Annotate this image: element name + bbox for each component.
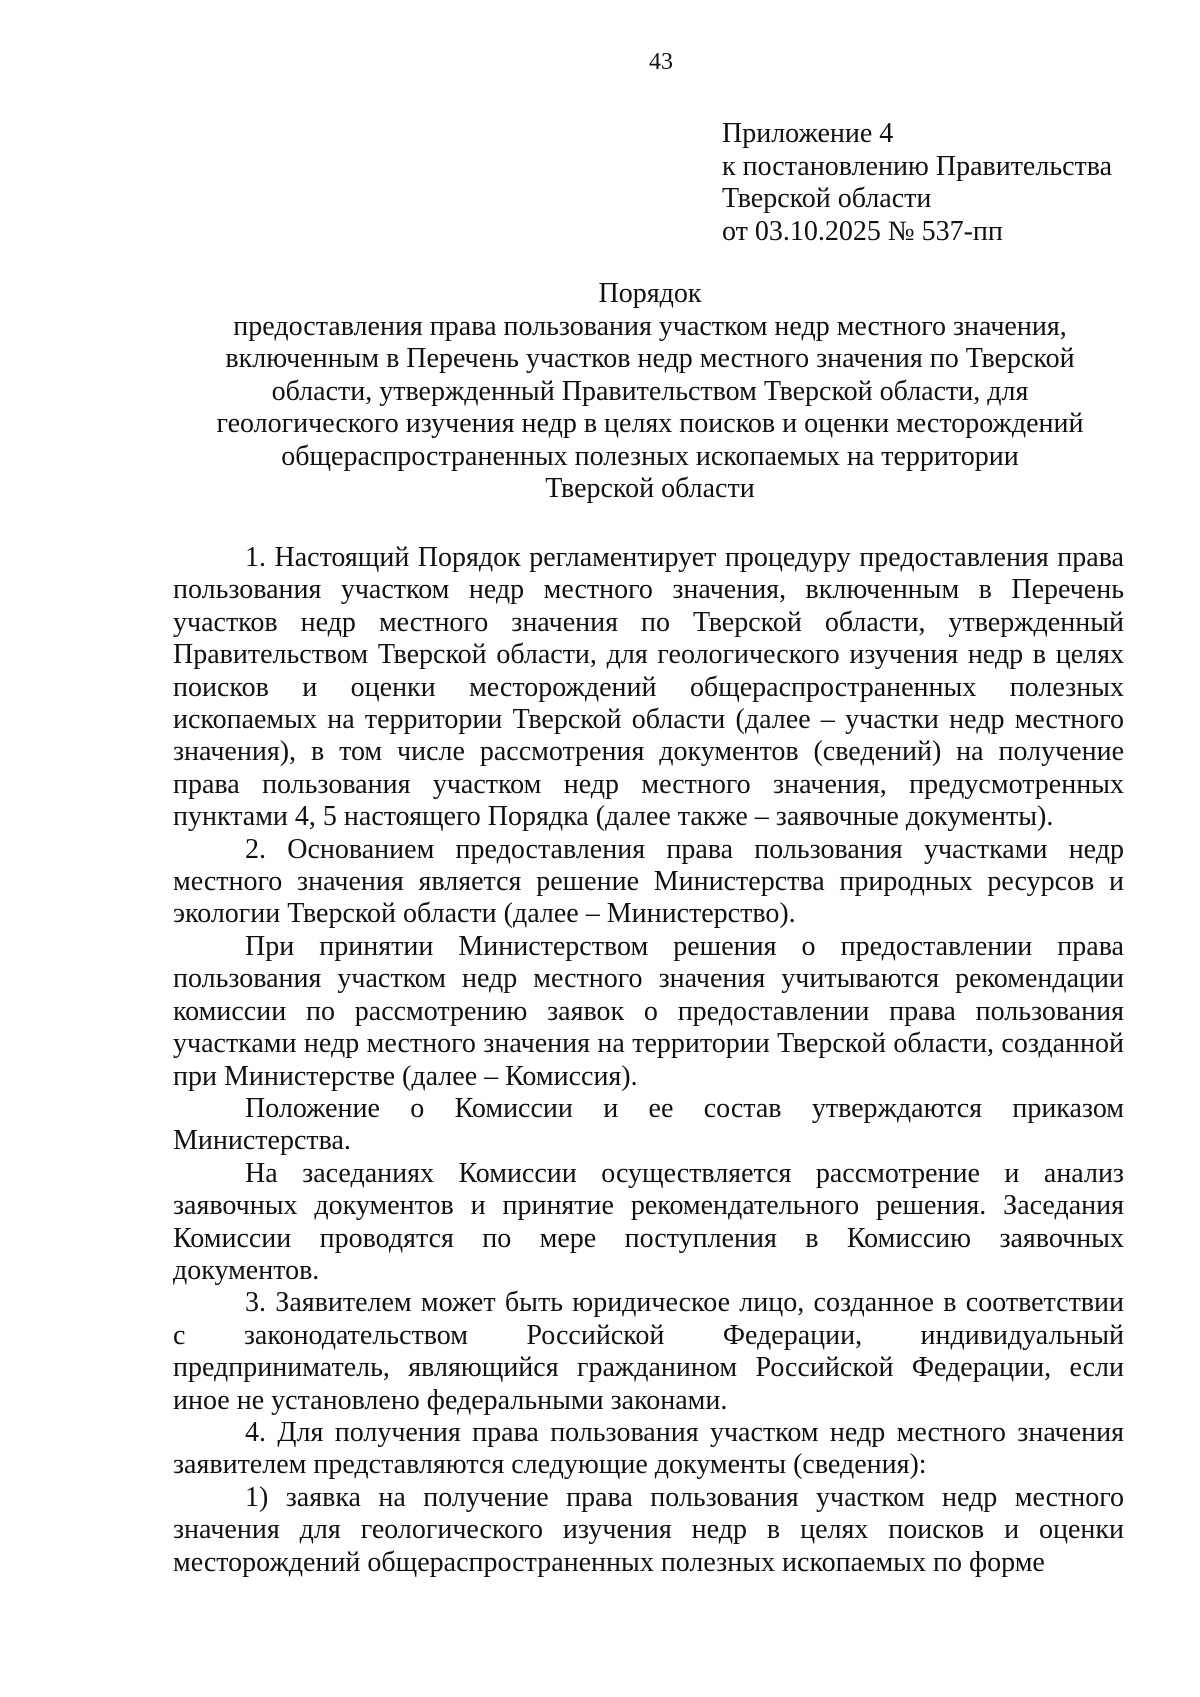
paragraph-2-regulation: Положение о Комиссии и ее состав утверждаются приказом Министерства. [173, 1092, 1124, 1157]
paragraph-3: 3. Заявителем может быть юридическое лицо, созданное в соответствии с законодательством Российской Федерации, индивидуальный предприниматель, являющийся гражданином Российской Федерации, если иное не установлено федеральными законами. [173, 1287, 1124, 1416]
title-line: общераспространенных полезных ископаемых на территории [281, 440, 1019, 472]
title-line: предоставления права пользования участком недр местного значения, [233, 310, 1067, 342]
page-number: 43 [649, 49, 673, 75]
paragraph-2-meetings: На заседаниях Комиссии осуществляется рассмотрение и анализ заявочных документов и принятие рекомендательного решения. Заседания Комиссии проводятся по мере поступления в Комиссию заявочных документов. [173, 1157, 1124, 1286]
appendix-line: Тверской области [722, 183, 932, 214]
title-line: геологического изучения недр в целях поисков и оценки месторождений [216, 408, 1084, 439]
appendix-line: к постановлению Правительства [722, 150, 1113, 182]
paragraph-4-item-1: 1) заявка на получение права пользования участком недр местного значения для геологического изучения недр в целях поисков и оценки месторождений общераспространенных полезных ископаемых по форме [173, 1481, 1124, 1578]
paragraph-2-commission: При принятии Министерством решения о предоставлении права пользования участком недр местного значения учитываются рекомендации комиссии по рассмотрению заявок о предоставлении права пользования участками недр местного значения на территории Тверской области, созданной при Министерстве (далее – Комиссия). [173, 930, 1124, 1092]
title-line: Тверской области [545, 473, 755, 504]
paragraph-1: 1. Настоящий Порядок регламентирует процедуру предоставления права пользования участком недр местного значения, включенным в Перечень участков недр местного значения по Тверской области, утвержденный Правительством Тверской области, для геологического изучения недр в целях поисков и оценки месторождений общераспространенных полезных ископаемых на территории Тверской области (далее – участки недр местного значения), в том числе рассмотрения документов (сведений) на получение права пользования участком недр местного значения, предусмотренных пунктами 4, 5 настоящего Порядка (далее также – заявочные документы). [173, 542, 1124, 833]
title-line: области, утвержденный Правительством Тверской области, для [271, 375, 1029, 407]
document-body [173, 542, 1124, 1579]
title-line: включенным в Перечень участков недр местного значения по Тверской [225, 343, 1075, 374]
paragraph-4: 4. Для получения права пользования участком недр местного значения заявителем представляются следующие документы (сведения): [173, 1416, 1124, 1481]
title-heading: Порядок [598, 278, 702, 309]
appendix-header [722, 118, 1112, 248]
appendix-line: Приложение 4 [722, 118, 894, 149]
appendix-line: от 03.10.2025 № 537-пп [722, 215, 1003, 247]
document-title [150, 278, 1150, 506]
paragraph-2: 2. Основанием предоставления права пользования участками недр местного значения является решение Министерства природных ресурсов и экологии Тверской области (далее – Министерство). [173, 833, 1124, 930]
